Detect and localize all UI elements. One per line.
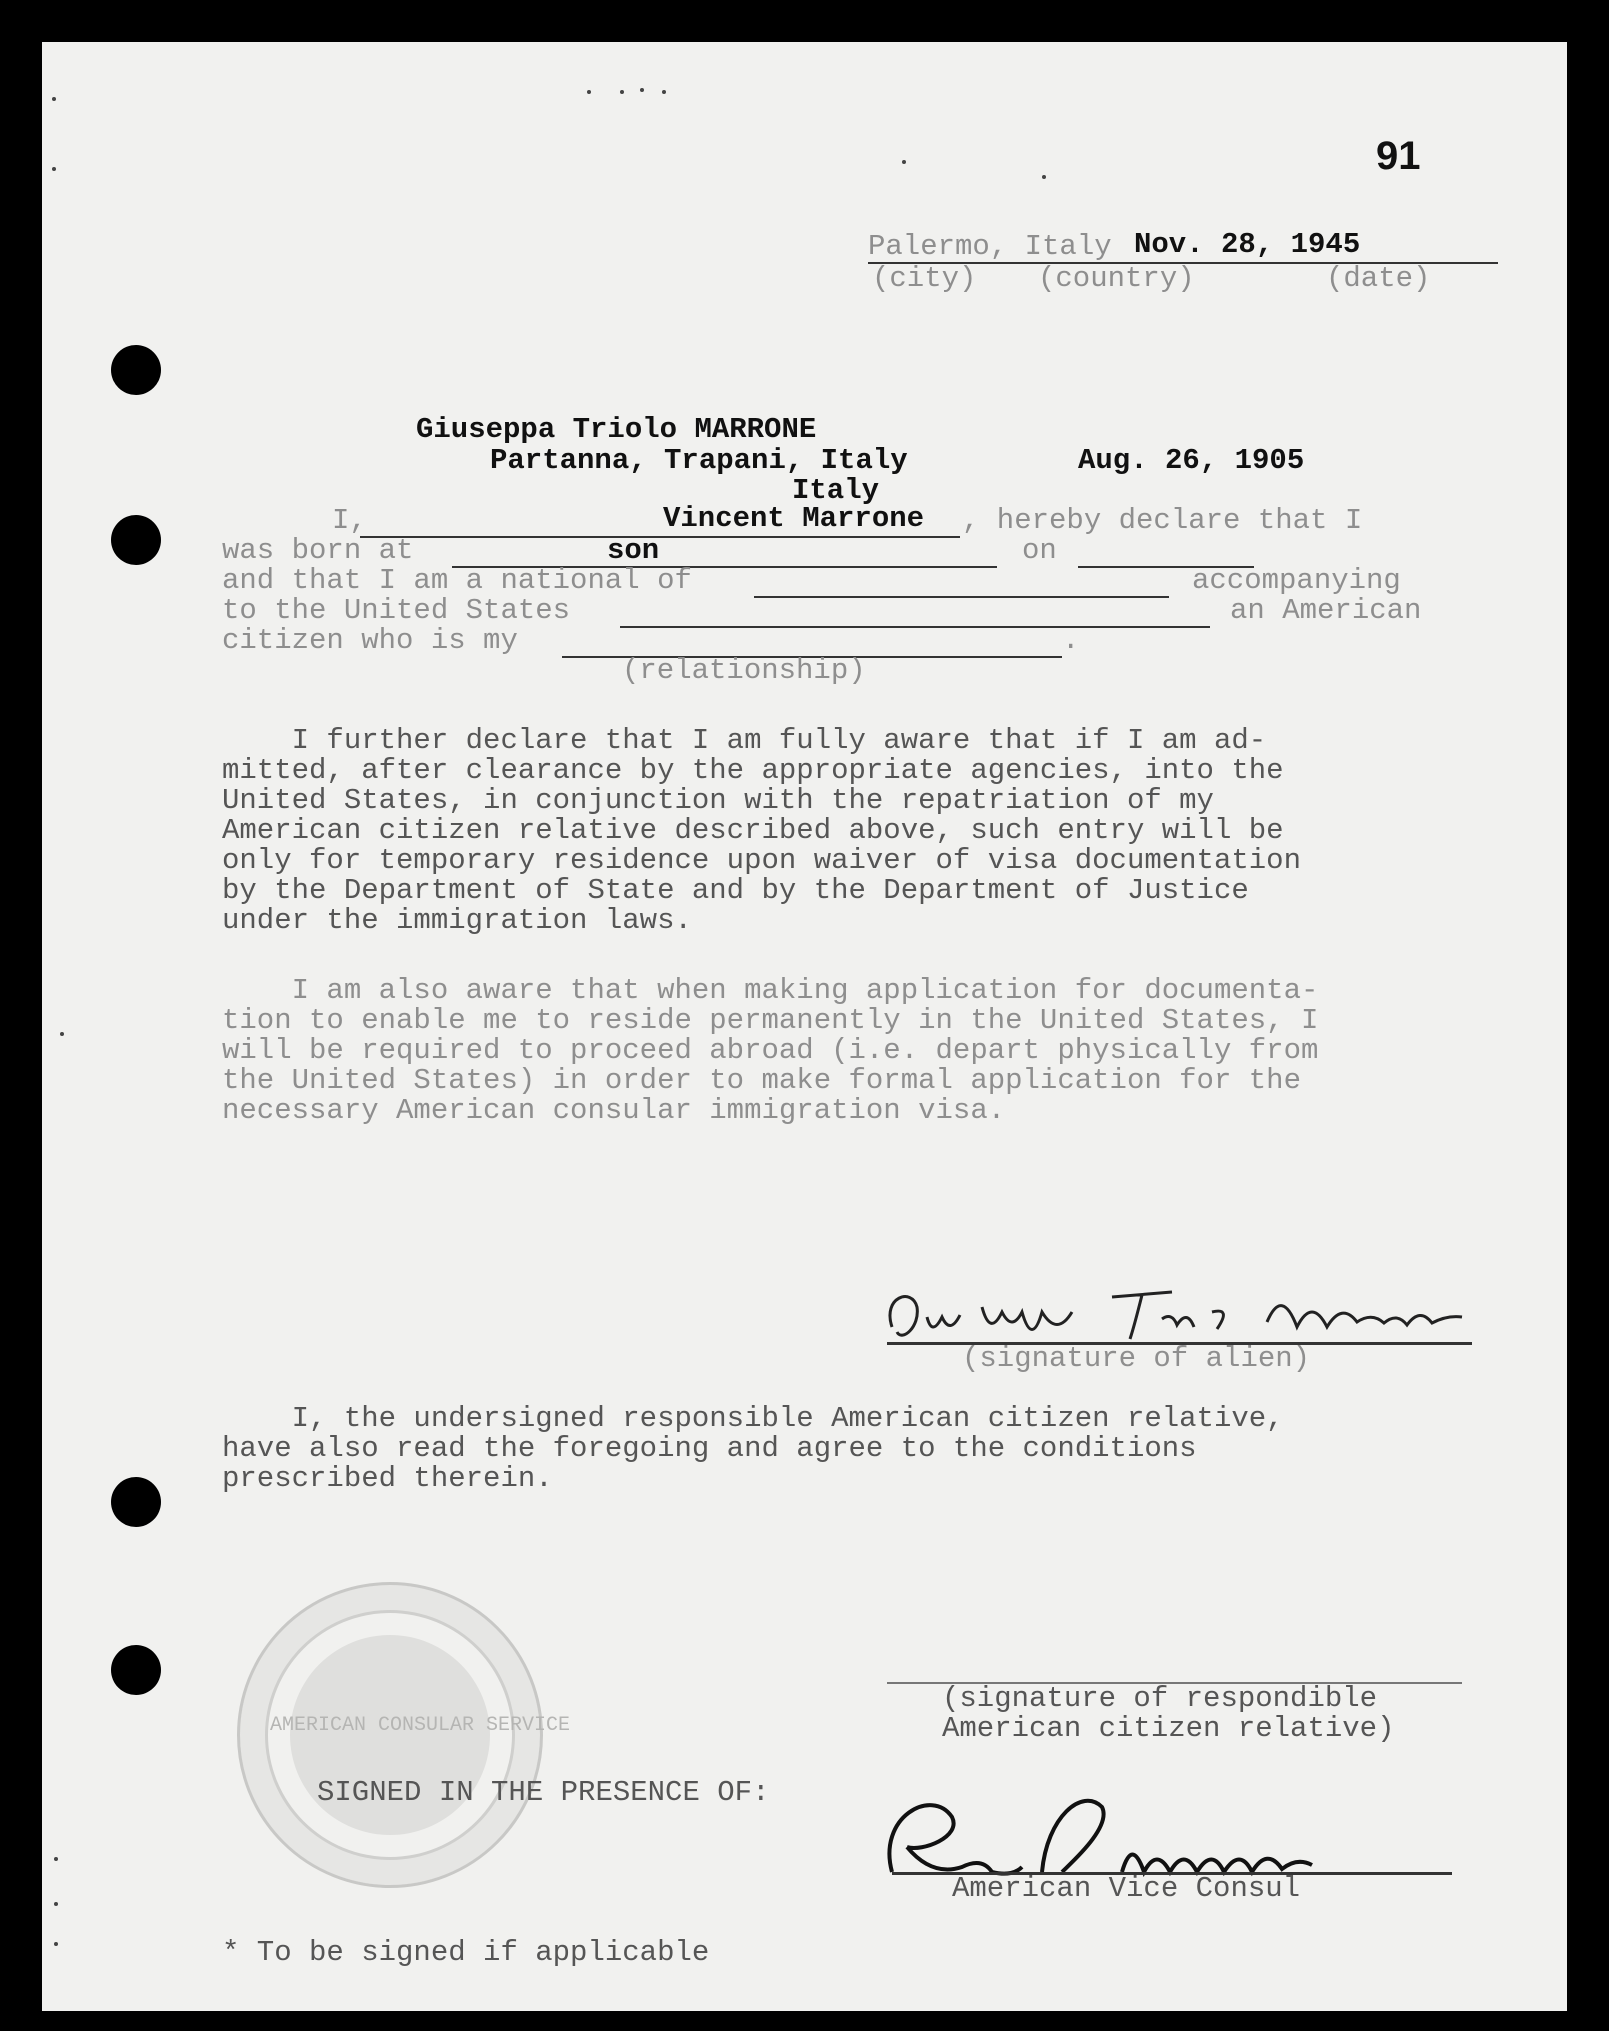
relationship-label: (relationship) xyxy=(622,654,866,687)
blank-line xyxy=(754,596,1169,598)
speck xyxy=(1042,175,1046,179)
para1-line: I further declare that I am fully aware that if I am ad- xyxy=(222,724,1267,757)
decl-l3b: accompanying xyxy=(1192,564,1401,597)
document-page xyxy=(42,42,1567,2011)
speck xyxy=(587,90,591,94)
label-city: (city) xyxy=(872,262,977,295)
para1-line: under the immigration laws. xyxy=(222,904,692,937)
para1-line: mitted, after clearance by the appropriate agencies, into the xyxy=(222,754,1284,787)
para2-line: I am also aware that when making application for documenta- xyxy=(222,974,1319,1007)
para3-line: prescribed therein. xyxy=(222,1462,553,1495)
speck xyxy=(54,1857,58,1861)
decl-l1a: I, xyxy=(332,504,367,537)
speck xyxy=(640,88,644,92)
decl-l1b: , hereby declare that I xyxy=(962,504,1363,537)
para2-line: will be required to proceed abroad (i.e. depart physically from xyxy=(222,1034,1319,1067)
header-date: Nov. 28, 1945 xyxy=(1134,228,1361,261)
label-country: (country) xyxy=(1038,262,1195,295)
label-date: (date) xyxy=(1326,262,1431,295)
para2-line: necessary American consular immigration visa. xyxy=(222,1094,1006,1127)
header-place: Palermo, Italy xyxy=(868,230,1112,263)
consul-label: American Vice Consul xyxy=(952,1872,1301,1905)
alien-name: Giuseppa Triolo MARRONE xyxy=(416,413,817,446)
decl-l3a: and that I am a national of xyxy=(222,564,692,597)
decl-l5a: citizen who is my xyxy=(222,624,518,657)
para1-line: only for temporary residence upon waiver of visa documentation xyxy=(222,844,1301,877)
blank-line xyxy=(360,536,960,538)
punch-hole xyxy=(111,1645,161,1695)
citizen-name: Vincent Marrone xyxy=(663,502,925,535)
speck xyxy=(52,97,56,101)
birthdate: Aug. 26, 1905 xyxy=(1078,444,1305,477)
para2-line: the United States) in order to make formal application for the xyxy=(222,1064,1301,1097)
punch-hole xyxy=(111,515,161,565)
nationality: Italy xyxy=(792,474,880,507)
footnote: * To be signed if applicable xyxy=(222,1936,710,1969)
speck xyxy=(60,1032,64,1036)
speck xyxy=(620,90,624,94)
para3-line: I, the undersigned responsible American citizen relative, xyxy=(222,1402,1284,1435)
speck xyxy=(54,1902,58,1906)
page-number: 91 xyxy=(1376,134,1421,178)
speck xyxy=(54,1942,58,1946)
birthplace: Partanna, Trapani, Italy xyxy=(490,444,908,477)
decl-l4a: to the United States xyxy=(222,594,571,627)
relationship-value: son xyxy=(607,534,660,567)
speck xyxy=(902,160,906,164)
para1-line: by the Department of State and by the Department of Justice xyxy=(222,874,1249,907)
signed-in-presence: SIGNED IN THE PRESENCE OF: xyxy=(317,1776,770,1809)
para3-line: have also read the foregoing and agree to the conditions xyxy=(222,1432,1197,1465)
decl-l5b: . xyxy=(1062,624,1080,657)
decl-l2a: was born at xyxy=(222,534,414,567)
blank-line xyxy=(620,626,1210,628)
para1-line: American citizen relative described above, such entry will be xyxy=(222,814,1284,847)
decl-l4b: an American xyxy=(1230,594,1422,627)
relative-sig-label-1: (signature of respondible xyxy=(942,1682,1378,1715)
punch-hole xyxy=(111,1477,161,1527)
decl-l2b: on xyxy=(1022,534,1057,567)
seal-text: AMERICAN CONSULAR SERVICE xyxy=(270,1714,571,1737)
relative-sig-label-2: American citizen relative) xyxy=(942,1712,1395,1745)
punch-hole xyxy=(111,345,161,395)
alien-signature-label: (signature of alien) xyxy=(962,1342,1311,1375)
speck xyxy=(662,90,666,94)
speck xyxy=(52,167,56,171)
para1-line: United States, in conjunction with the repatriation of my xyxy=(222,784,1214,817)
para2-line: tion to enable me to reside permanently in the United States, I xyxy=(222,1004,1319,1037)
